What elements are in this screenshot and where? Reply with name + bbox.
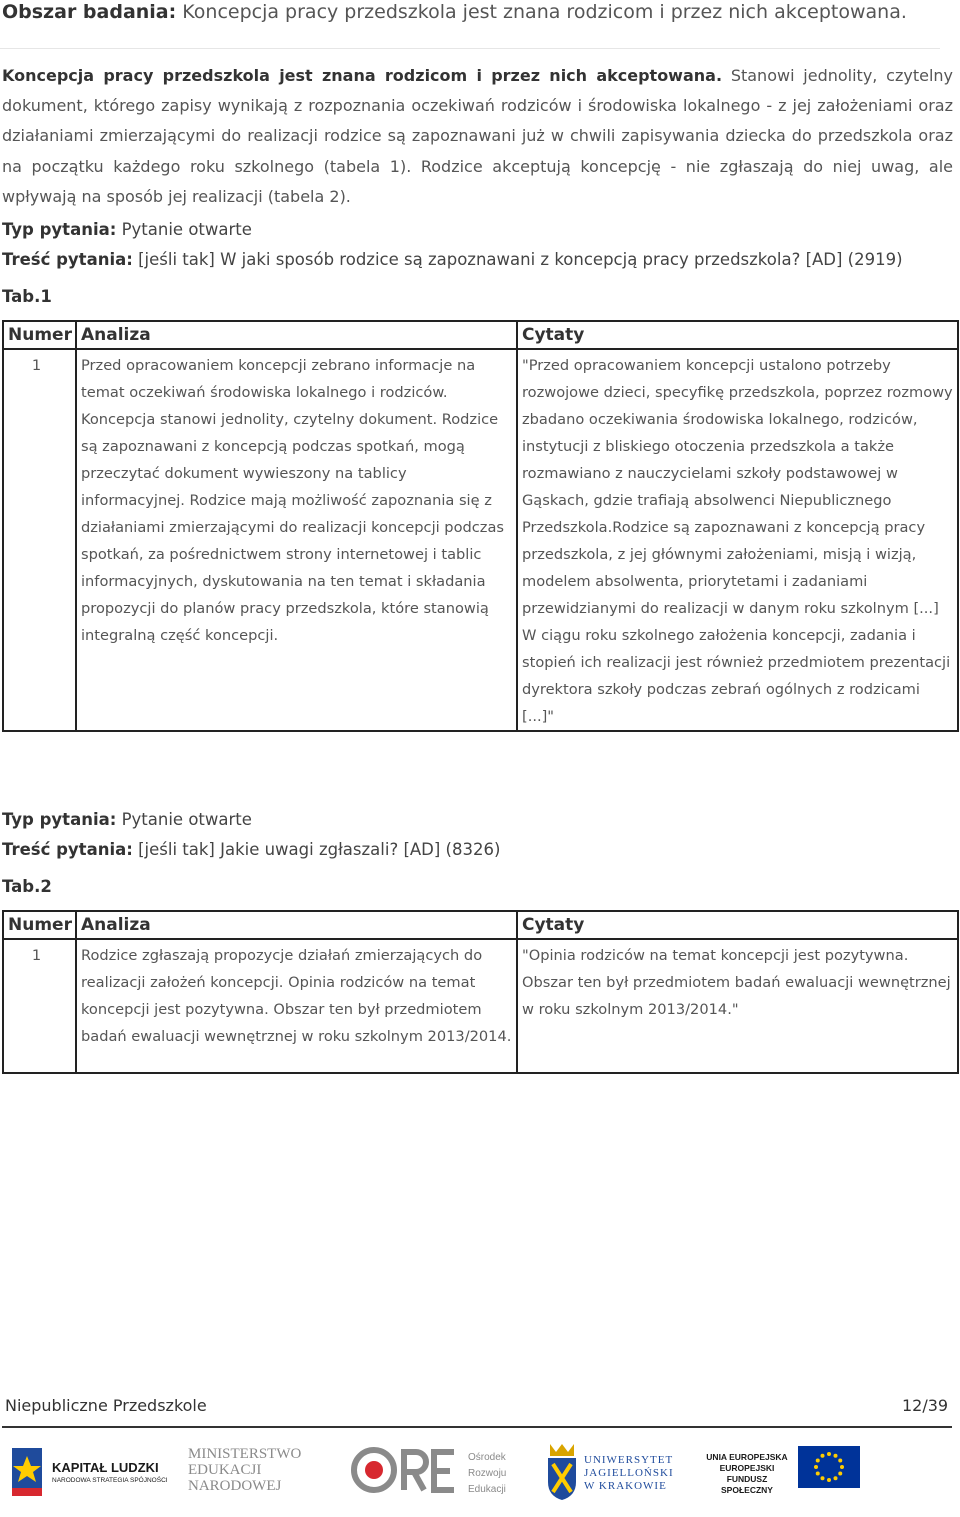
- ore-logo: [350, 1440, 520, 1504]
- intro-lead: Koncepcja pracy przedszkola jest znana rodzicom i przez nich akceptowana.: [2, 66, 723, 85]
- kl-subtitle: NARODOWA STRATEGIA SPÓJNOŚCI: [52, 1477, 168, 1484]
- eu-flag-icon: [798, 1446, 860, 1488]
- uj-logo: [544, 1440, 684, 1504]
- kapital-ludzki-emblem-icon: [8, 1444, 48, 1500]
- results-table-1: [2, 320, 959, 732]
- eu-star-icon: [816, 1459, 820, 1463]
- question-content-1: Treść pytania: [jeśli tak] W jaki sposób rodzice są zapoznawani z koncepcją pracy przedszkola? [AD] (2919): [2, 250, 903, 269]
- kapital-ludzki-logo: [8, 1440, 168, 1504]
- eu-star-icon: [838, 1459, 842, 1463]
- col-quotes: Cytaty: [517, 911, 958, 939]
- footer-divider: [2, 1426, 952, 1428]
- eu-star-icon: [834, 1454, 838, 1458]
- ore-emblem-icon: [350, 1444, 460, 1500]
- results-table-2: [2, 910, 959, 1074]
- eu-star-icon: [838, 1472, 842, 1476]
- ore-line2: Rozwoju: [468, 1468, 507, 1479]
- area-label: Obszar badania:: [2, 1, 177, 23]
- eu-line2: EUROPEJSKI: [719, 1463, 775, 1473]
- row-number: 1: [3, 939, 76, 1073]
- eu-star-icon: [834, 1476, 838, 1480]
- table-row: [3, 349, 958, 731]
- ore-line1: Ośrodek: [468, 1452, 506, 1463]
- col-number: Numer: [3, 321, 76, 349]
- question-type-2: Typ pytania: Pytanie otwarte: [2, 810, 252, 829]
- eu-star-icon: [821, 1476, 825, 1480]
- title-divider: [0, 48, 940, 49]
- eu-line3: FUNDUSZ SPOŁECZNY: [721, 1474, 773, 1495]
- eu-star-icon: [827, 1478, 831, 1482]
- page-number: 12/39: [902, 1396, 949, 1415]
- ore-line3: Edukacji: [468, 1484, 506, 1495]
- uj-line1: UNIWERSYTET: [584, 1454, 674, 1466]
- eu-line1: UNIA EUROPEJSKA: [706, 1452, 788, 1462]
- table-header-row: [3, 911, 958, 939]
- footer-institution: Niepubliczne Przedszkole: [5, 1396, 207, 1415]
- eu-logo: [702, 1440, 862, 1504]
- eu-star-icon: [816, 1472, 820, 1476]
- col-analysis: Analiza: [76, 911, 517, 939]
- uj-line2: JAGIELLOŃSKI: [584, 1467, 674, 1479]
- men-line3: NARODOWEJ: [188, 1478, 282, 1494]
- men-logo: [188, 1440, 308, 1504]
- question-content-2: Treść pytania: [jeśli tak] Jakie uwagi zgłaszali? [AD] (8326): [2, 840, 501, 859]
- row-quote: "Opinia rodziców na temat koncepcji jest pozytywna. Obszar ten był przedmiotem badań ewaluacji wewnętrznej w roku szkolnym 2013/2014.": [517, 939, 958, 1073]
- row-number: 1: [3, 349, 76, 731]
- eu-star-icon: [827, 1452, 831, 1456]
- eu-star-icon: [814, 1465, 818, 1469]
- uj-crest-icon: [544, 1442, 580, 1502]
- row-analysis: Przed opracowaniem koncepcji zebrano informacje na temat oczekiwań środowiska lokalnego i rodziców. Koncepcja stanowi jednolity, czytelny dokument. Rodzice są zapoznawani z koncepcją podczas spotkań, mogą przeczytać dokument wywieszony na tablicy informacyjnej. Rodzice mają możliwość zapoznania się z działaniami zmierzającymi do realizacji koncepcji podczas spotkań, za pośrednictwem strony internetowej i tablic informacyjnych, dyskutowania na ten temat i składania propozycji do planów pracy przedszkola, które stanowią integralną część koncepcji.: [76, 349, 517, 731]
- table-header-row: [3, 321, 958, 349]
- area-text: Koncepcja pracy przedszkola jest znana rodzicom i przez nich akceptowana.: [176, 1, 907, 23]
- eu-star-icon: [840, 1465, 844, 1469]
- men-line1: MINISTERSTWO: [188, 1446, 302, 1462]
- page-title: [2, 0, 942, 24]
- men-line2: EDUKACJI: [188, 1462, 262, 1478]
- col-analysis: Analiza: [76, 321, 517, 349]
- intro-text: Stanowi jednolity, czytelny dokument, którego zapisy wynikają z rozpoznania oczekiwań rodziców i środowiska lokalnego - z jej założeniami oraz działaniami zmierzającymi do realizacji rodzice są zapoznawani już w chwili zapisywania dziecka do przedszkola oraz na początku każdego roku szkolnego (tabela 1). Rodzice akceptują koncepcję - nie zgłaszają do niej uwag, ale wpływają na sposób jej realizacji (tabela 2).: [2, 66, 953, 206]
- table-row: [3, 939, 958, 1073]
- table-label-2: Tab.2: [2, 877, 52, 896]
- kl-title: KAPITAŁ LUDZKI: [52, 1460, 159, 1475]
- question-type-1: Typ pytania: Pytanie otwarte: [2, 220, 252, 239]
- eu-star-icon: [821, 1454, 825, 1458]
- col-number: Numer: [3, 911, 76, 939]
- table-label-1: Tab.1: [2, 287, 52, 306]
- uj-line3: W KRAKOWIE: [584, 1480, 667, 1492]
- row-analysis: Rodzice zgłaszają propozycje działań zmierzających do realizacji założeń koncepcji. Opinia rodziców na temat koncepcji jest pozytywna. Obszar ten był przedmiotem badań ewaluacji wewnętrznej w roku szkolnym 2013/2014.: [76, 939, 517, 1073]
- intro-paragraph: [2, 61, 953, 212]
- col-quotes: Cytaty: [517, 321, 958, 349]
- row-quote: "Przed opracowaniem koncepcji ustalono potrzeby rozwojowe dzieci, specyfikę przedszkola, poprzez rozmowy zbadano oczekiwania środowiska lokalnego, rodziców, instytucji z bliskiego otoczenia przedszkola a także rozmawiano z nauczycielami szkoły podstawowej w Gąskach, gdzie trafiają absolwenci Niepublicznego Przedszkola.Rodzice są zapoznawani z koncepcją pracy przedszkola, z jej głównymi założeniami, misją i wizją, modelem absolwenta, priorytetami i zadaniami przewidzianymi do realizacji w danym roku szkolnym [...] W ciągu roku szkolnego założenia koncepcji, zadania i stopień ich realizacji jest również przedmiotem prezentacji dyrektora szkoły podczas zebrań ogólnych z rodzicami [...]": [517, 349, 958, 731]
